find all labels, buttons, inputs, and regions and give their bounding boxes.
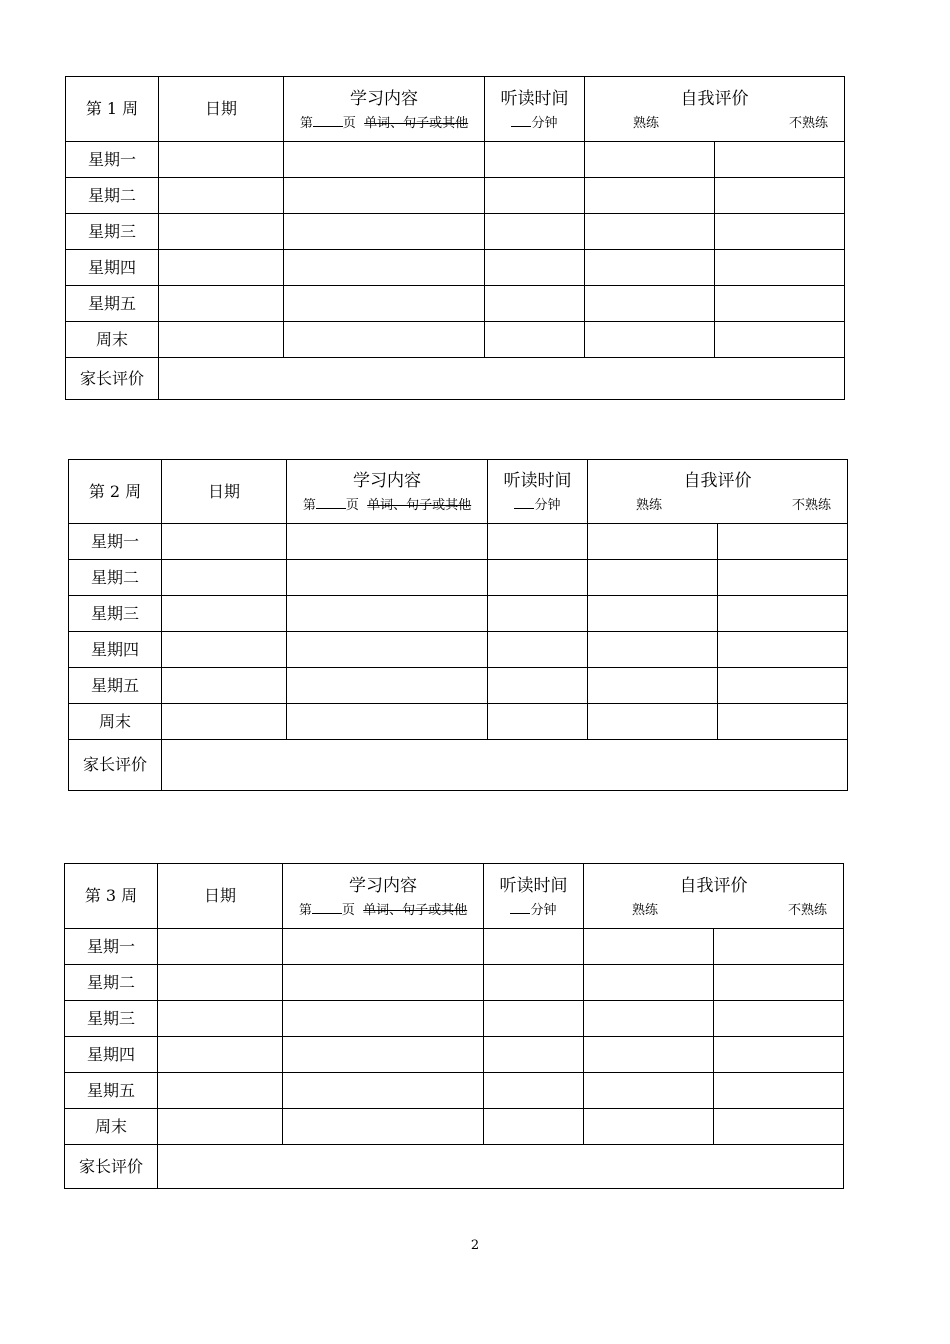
date-cell[interactable] <box>158 929 283 965</box>
day-label: 星期五 <box>66 286 159 322</box>
not-proficient-label: 不熟练 <box>788 115 828 131</box>
listening-cell[interactable] <box>485 178 585 214</box>
listening-header <box>484 864 584 929</box>
content-cell[interactable] <box>283 1073 484 1109</box>
listening-title: 听读时间 <box>499 875 568 896</box>
listening-title: 听读时间 <box>500 88 569 109</box>
date-cell[interactable] <box>162 704 287 740</box>
not-proficient-cell[interactable] <box>714 965 844 1001</box>
day-label: 星期一 <box>69 524 162 560</box>
day-label: 星期四 <box>65 1037 158 1073</box>
listening-subtitle: 分钟 <box>484 904 583 917</box>
not-proficient-cell[interactable] <box>718 632 848 668</box>
listening-header <box>485 77 585 142</box>
date-cell[interactable] <box>158 1073 283 1109</box>
proficient-cell[interactable] <box>588 668 718 704</box>
content-cell[interactable] <box>287 560 488 596</box>
listening-cell[interactable] <box>484 1037 584 1073</box>
date-cell[interactable] <box>159 214 284 250</box>
parent-eval-label: 家长评价 <box>66 358 159 400</box>
not-proficient-cell[interactable] <box>714 1073 844 1109</box>
day-label: 周末 <box>65 1109 158 1145</box>
listening-cell[interactable] <box>488 560 588 596</box>
date-cell[interactable] <box>159 178 284 214</box>
proficient-label: 熟练 <box>636 498 663 513</box>
proficient-cell[interactable] <box>588 632 718 668</box>
day-label: 星期五 <box>65 1073 158 1109</box>
date-cell[interactable] <box>158 1109 283 1145</box>
proficient-cell[interactable] <box>585 286 715 322</box>
listening-cell[interactable] <box>488 668 588 704</box>
content-cell[interactable] <box>284 214 485 250</box>
day-label: 星期一 <box>66 142 159 178</box>
listening-cell[interactable] <box>484 965 584 1001</box>
proficient-cell[interactable] <box>585 142 715 178</box>
day-label: 星期四 <box>69 632 162 668</box>
proficient-cell[interactable] <box>585 250 715 286</box>
proficient-cell[interactable] <box>584 1073 714 1109</box>
day-label: 星期五 <box>69 668 162 704</box>
content-cell[interactable] <box>287 668 488 704</box>
content-title: 学习内容 <box>350 88 418 109</box>
listening-cell[interactable] <box>484 1073 584 1109</box>
not-proficient-cell[interactable] <box>714 1037 844 1073</box>
date-cell[interactable] <box>162 632 287 668</box>
date-cell[interactable] <box>159 322 284 358</box>
not-proficient-cell[interactable] <box>715 322 845 358</box>
day-label: 星期四 <box>66 250 159 286</box>
proficient-cell[interactable] <box>585 322 715 358</box>
content-header <box>287 460 488 524</box>
self-eval-header <box>584 864 844 929</box>
listening-cell[interactable] <box>484 929 584 965</box>
day-label: 周末 <box>66 322 159 358</box>
not-proficient-cell[interactable] <box>714 1001 844 1037</box>
date-header: 日期 <box>159 77 284 142</box>
not-proficient-cell[interactable] <box>715 214 845 250</box>
listening-subtitle: 分钟 <box>488 499 587 512</box>
day-label: 星期三 <box>69 596 162 632</box>
content-cell[interactable] <box>287 596 488 632</box>
content-cell[interactable] <box>284 250 485 286</box>
listening-cell[interactable] <box>485 322 585 358</box>
self-eval-title: 自我评价 <box>683 471 752 491</box>
content-cell[interactable] <box>284 142 485 178</box>
date-cell[interactable] <box>158 1001 283 1037</box>
content-cell[interactable] <box>287 524 488 560</box>
proficient-cell[interactable] <box>588 596 718 632</box>
not-proficient-cell[interactable] <box>718 704 848 740</box>
not-proficient-cell[interactable] <box>715 250 845 286</box>
listening-subtitle: 分钟 <box>485 117 584 130</box>
proficient-cell[interactable] <box>585 214 715 250</box>
content-cell[interactable] <box>284 322 485 358</box>
week-label: 第 2 周 <box>69 460 162 524</box>
parent-eval-label: 家长评价 <box>69 740 162 791</box>
content-header <box>284 77 485 142</box>
proficient-label: 熟练 <box>632 902 659 918</box>
content-subtitle: 第 页 单词、句子或其他 <box>302 498 472 513</box>
date-cell[interactable] <box>162 596 287 632</box>
not-proficient-cell[interactable] <box>715 178 845 214</box>
date-cell[interactable] <box>162 560 287 596</box>
day-label: 星期三 <box>65 1001 158 1037</box>
listening-cell[interactable] <box>488 524 588 560</box>
listening-cell[interactable] <box>488 632 588 668</box>
week-table-1 <box>65 76 845 400</box>
date-cell[interactable] <box>162 524 287 560</box>
listening-cell[interactable] <box>485 214 585 250</box>
date-cell[interactable] <box>158 1037 283 1073</box>
week-table-2 <box>68 459 848 791</box>
content-subtitle: 第 页 单词、句子或其他 <box>299 115 469 131</box>
content-title: 学习内容 <box>349 875 417 896</box>
listening-cell[interactable] <box>485 286 585 322</box>
listening-cell[interactable] <box>488 596 588 632</box>
date-cell[interactable] <box>159 250 284 286</box>
week-label: 第 1 周 <box>66 77 159 142</box>
date-cell[interactable] <box>159 286 284 322</box>
content-cell[interactable] <box>283 1109 484 1145</box>
day-label: 星期二 <box>69 560 162 596</box>
date-cell[interactable] <box>159 142 284 178</box>
day-label: 星期三 <box>66 214 159 250</box>
not-proficient-cell[interactable] <box>715 286 845 322</box>
proficient-cell[interactable] <box>588 524 718 560</box>
parent-eval-cell[interactable] <box>159 358 845 400</box>
content-header <box>283 864 484 929</box>
content-cell[interactable] <box>287 704 488 740</box>
content-cell[interactable] <box>283 965 484 1001</box>
listening-header <box>488 460 588 524</box>
self-eval-title: 自我评价 <box>679 875 748 896</box>
content-cell[interactable] <box>284 286 485 322</box>
not-proficient-label: 不熟练 <box>791 498 831 513</box>
proficient-cell[interactable] <box>588 560 718 596</box>
date-cell[interactable] <box>162 668 287 704</box>
listening-title: 听读时间 <box>503 471 572 491</box>
content-cell[interactable] <box>283 929 484 965</box>
not-proficient-cell[interactable] <box>714 1109 844 1145</box>
date-cell[interactable] <box>158 965 283 1001</box>
day-label: 星期二 <box>66 178 159 214</box>
not-proficient-cell[interactable] <box>715 142 845 178</box>
week-table-3 <box>64 863 844 1189</box>
proficient-label: 熟练 <box>633 115 660 131</box>
content-cell[interactable] <box>283 1037 484 1073</box>
not-proficient-cell[interactable] <box>718 668 848 704</box>
listening-cell[interactable] <box>484 1001 584 1037</box>
self-eval-header <box>588 460 848 524</box>
content-cell[interactable] <box>283 1001 484 1037</box>
proficient-cell[interactable] <box>588 704 718 740</box>
proficient-cell[interactable] <box>584 1109 714 1145</box>
proficient-cell[interactable] <box>584 1037 714 1073</box>
content-cell[interactable] <box>284 178 485 214</box>
proficient-cell[interactable] <box>584 1001 714 1037</box>
parent-eval-cell[interactable] <box>162 740 848 791</box>
not-proficient-cell[interactable] <box>714 929 844 965</box>
listening-cell[interactable] <box>488 704 588 740</box>
self-eval-header <box>585 77 845 142</box>
not-proficient-cell[interactable] <box>718 560 848 596</box>
not-proficient-label: 不熟练 <box>787 902 827 918</box>
day-label: 周末 <box>69 704 162 740</box>
week-label: 第 3 周 <box>65 864 158 929</box>
parent-eval-label: 家长评价 <box>65 1145 158 1189</box>
not-proficient-cell[interactable] <box>718 524 848 560</box>
self-eval-title: 自我评价 <box>680 88 749 109</box>
proficient-cell[interactable] <box>585 178 715 214</box>
listening-cell[interactable] <box>485 250 585 286</box>
content-cell[interactable] <box>287 632 488 668</box>
proficient-cell[interactable] <box>584 929 714 965</box>
content-title: 学习内容 <box>353 471 421 491</box>
date-header: 日期 <box>162 460 287 524</box>
listening-cell[interactable] <box>484 1109 584 1145</box>
page-number: 2 <box>470 1238 480 1253</box>
parent-eval-cell[interactable] <box>158 1145 844 1189</box>
day-label: 星期二 <box>65 965 158 1001</box>
not-proficient-cell[interactable] <box>718 596 848 632</box>
day-label: 星期一 <box>65 929 158 965</box>
proficient-cell[interactable] <box>584 965 714 1001</box>
content-subtitle: 第 页 单词、句子或其他 <box>298 902 468 918</box>
listening-cell[interactable] <box>485 142 585 178</box>
date-header: 日期 <box>158 864 283 929</box>
